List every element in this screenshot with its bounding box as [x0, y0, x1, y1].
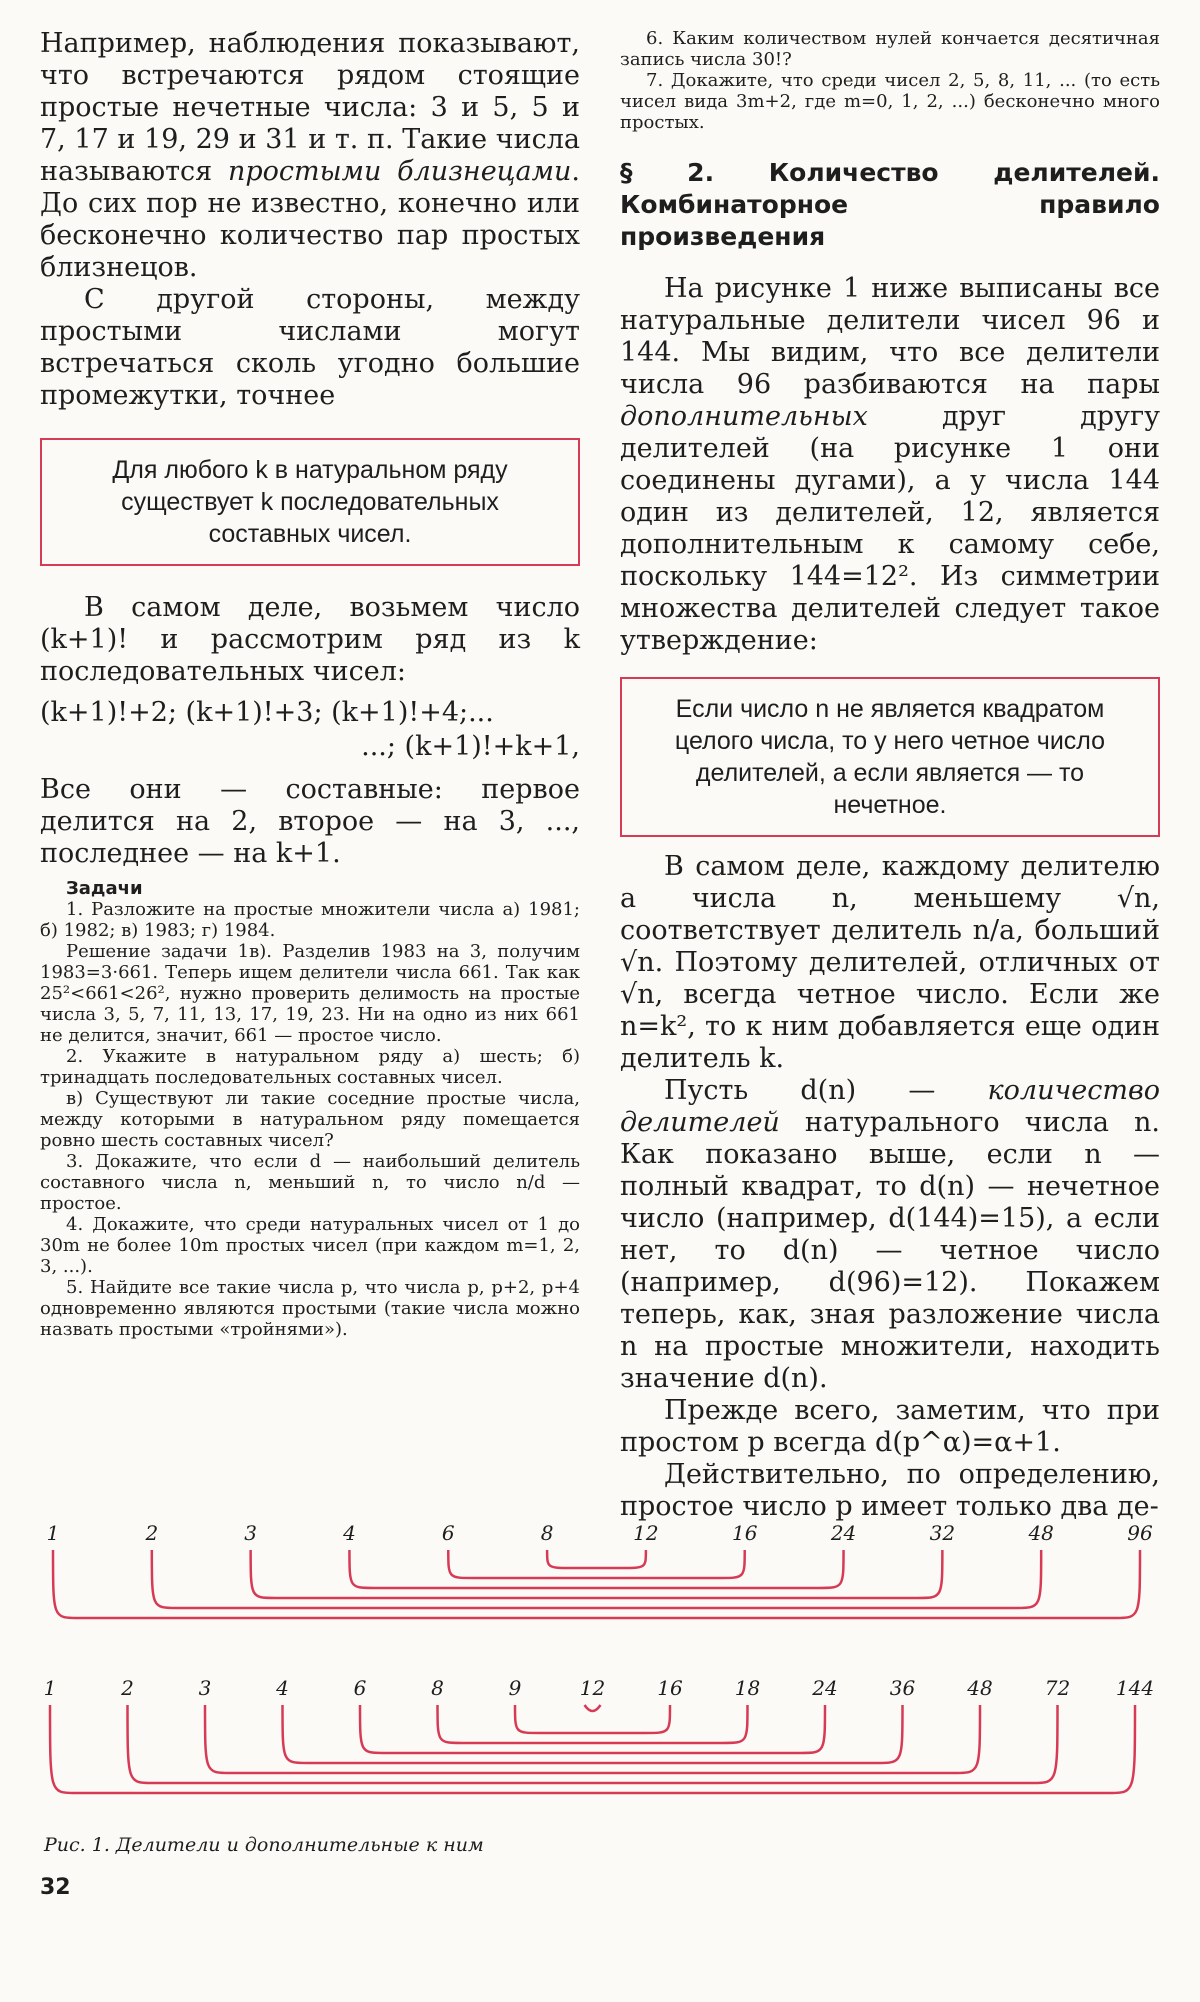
r96-divisor-24: 24 [830, 1521, 857, 1545]
task-1: 1. Разложите на простые множители числа а) 1981; б) 1982; в) 1983; г) 1984. [40, 899, 580, 941]
left-column [40, 28, 580, 1340]
term-divisor-count: количество делителей [620, 1075, 1160, 1138]
r144-divisor-18: 18 [734, 1676, 761, 1700]
paragraph-sqrt: В самом деле, каждому делителю a числа n, меньшему √n, соответствует делитель n/a, больший √n. Поэтому делителей, отличных от √n, всегда четное число. Если же n=k², то к ним добавляется еще один делитель k. [620, 851, 1160, 1074]
section-heading: § 2. Количество делителей. Комбинаторное правило произведения [620, 158, 1160, 251]
figure-divisors [0, 1510, 1200, 1820]
r144-divisor-2: 2 [121, 1676, 134, 1700]
task-5: 5. Найдите все такие числа p, что числа p, p+2, p+4 одновременно являются простыми (такие числа можно назвать простыми «тройнями»). [40, 1277, 580, 1340]
formula-line-2: ...; (k+1)!+k+1, [361, 731, 580, 762]
r144-divisor-6: 6 [353, 1676, 367, 1700]
r96-divisor-6: 6 [441, 1521, 455, 1545]
paragraph-divisors-figure: На рисунке 1 ниже выписаны все натуральные делители чисел 96 и 144. Мы видим, что все делители числа 96 разбиваются на пары дополнительных друг другу делителей (на рисунке 1 они соединены дугами), а у числа 144 один из делителей, 12, является дополнительным к самому себе, поскольку 144=12². Из симметрии множества делителей следует такое утверждение: [620, 273, 1160, 656]
r144-divisor-16: 16 [657, 1676, 683, 1700]
r96-divisor-1: 1 [46, 1521, 60, 1545]
r96-divisor-4: 4 [343, 1521, 356, 1545]
r96-divisor-32: 32 [929, 1521, 956, 1545]
paragraph-dn: Пусть d(n) — количество делителей натурального числа n. Как показано выше, если n — полный квадрат, то d(n) — нечетное число (например, d(144)=15), а если нет, то d(n) — четное число (например, d(96)=12). Покажем теперь, как, зная разложение числа n на простые множители, находить значение d(n). [620, 1075, 1160, 1394]
formula-line-1: (k+1)!+2; (k+1)!+3; (k+1)!+4;... [40, 697, 494, 728]
r144-divisor-9: 9 [508, 1676, 522, 1700]
task-6: 6. Каким количеством нулей кончается десятичная запись числа 30!? [620, 28, 1160, 70]
term-twin-primes: простыми близнецами [227, 156, 572, 187]
tasks-section [40, 878, 580, 1340]
r144-arc-9-16 [515, 1705, 670, 1733]
task-4: 4. Докажите, что среди натуральных чисел от 1 до 30m не более 10m простых чисел (при каждом m=1, 2, 3, ...). [40, 1214, 580, 1277]
r144-divisor-36: 36 [889, 1676, 916, 1700]
r144-divisor-1: 1 [43, 1676, 57, 1700]
paragraph-twins: Например, наблюдения показывают, что встречаются рядом стоящие простые нечетные числа: 3 и 5, 5 и 7, 17 и 19, 29 и 31 и т. п. Такие числа называются простыми близнецами. До сих пор не известно, конечно или бесконечно количество пар простых близнецов. [40, 28, 580, 283]
paragraph-gaps: С другой стороны, между простыми числами могут встречаться сколь угодно большие промежутки, точнее [40, 284, 580, 411]
r96-arc-3-32 [251, 1550, 943, 1598]
r144-divisor-48: 48 [967, 1676, 993, 1700]
r144-divisor-24: 24 [812, 1676, 838, 1700]
r96-arc-8-12 [547, 1550, 646, 1568]
r96-divisor-3: 3 [244, 1521, 258, 1545]
r96-divisor-2: 2 [145, 1521, 159, 1545]
r96-divisor-12: 12 [633, 1521, 659, 1545]
r144-arc-1-144 [50, 1705, 1135, 1793]
r144-divisor-12: 12 [579, 1676, 606, 1700]
r96-divisor-48: 48 [1028, 1521, 1054, 1545]
task-7: 7. Докажите, что среди чисел 2, 5, 8, 11, ... (то есть чисел вида 3m+2, где m=0, 1, 2, ...) бесконечно много простых. [620, 70, 1160, 133]
right-column [620, 28, 1160, 1523]
r96-arc-6-16 [448, 1550, 744, 1578]
task-2v: в) Существуют ли такие соседние простые числа, между которыми в натуральном ряду помещается ровно шесть составных чисел? [40, 1088, 580, 1151]
paragraph-proof: В самом деле, возьмем число (k+1)! и рассмотрим ряд из k последовательных чисел: [40, 592, 580, 687]
theorem-box-composite: Для любого k в натуральном ряду существует k последовательных составных чисел. [40, 438, 580, 566]
term-complementary: дополнительных [620, 401, 868, 432]
paragraph-prime-power: Прежде всего, заметим, что при простом p всегда d(p^α)=α+1. [620, 1395, 1160, 1458]
r96-divisor-96: 96 [1127, 1521, 1153, 1545]
paragraph-composite: Все они — составные: первое делится на 2, второе — на 3, ..., последнее — на k+1. [40, 774, 580, 869]
task-3: 3. Докажите, что если d — наибольший делитель составного числа n, меньший n, то число n/d — простое. [40, 1151, 580, 1214]
tasks-title: Задачи [66, 878, 143, 899]
r144-divisor-144: 144 [1115, 1676, 1155, 1700]
theorem-box-parity: Если число n не является квадратом целого числа, то у него четное число делителей, а если является — то нечетное. [620, 677, 1160, 837]
page-number: 32 [40, 1875, 71, 1900]
paragraph-definition: Действительно, по определению, простое число p имеет только два де- [620, 1459, 1160, 1522]
task-1-solution: Решение задачи 1в). Разделив 1983 на 3, получим 1983=3·661. Теперь ищем делители числа 661. Так как 25²<661<26², нужно проверить делимость на простые числа 3, 5, 7, 11, 13, 17, 19, 23. Ни на одно из них 661 не делится, значит, 661 — простое число. [40, 941, 580, 1046]
task-2: 2. Укажите в натуральном ряду а) шесть; б) тринадцать последовательных составных чисел. [40, 1046, 580, 1088]
divisors-144-row [44, 1676, 1154, 1793]
r144-divisor-72: 72 [1044, 1676, 1071, 1700]
r96-divisor-16: 16 [732, 1521, 758, 1545]
figure-caption: Рис. 1. Делители и дополнительные к ним [44, 1834, 484, 1856]
r144-divisor-4: 4 [276, 1676, 289, 1700]
divisors-96-row [47, 1521, 1153, 1618]
r144-arc-12-12 [585, 1705, 601, 1711]
r144-divisor-3: 3 [198, 1676, 212, 1700]
r96-divisor-8: 8 [540, 1521, 554, 1545]
r144-divisor-8: 8 [431, 1676, 444, 1700]
